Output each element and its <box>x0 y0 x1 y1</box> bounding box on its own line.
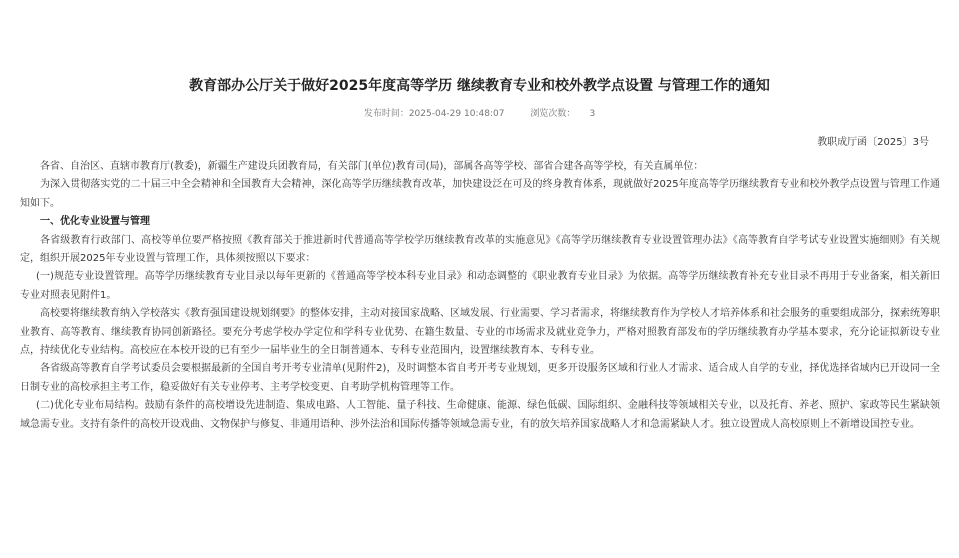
intro-paragraph: 为深入贯彻落实党的二十届三中全会精神和全国教育大会精神，深化高等学历继续教育改革，加快建设泛在可及的终身教育体系，现就做好2025年度高等学历继续教育专业和校外教学点设置与管理工作通知如下。 <box>20 179 940 209</box>
subsection-paragraph-2: (二)优化专业布局结构。鼓励有条件的高校增设先进制造、集成电路、人工智能、量子科技、生命健康、能源、绿色低碳、国际组织、金融科技等领域相关专业，以及托育、养老、照护、家政等民生紧缺领域急需专业。支持有条件的高校开设戏曲、文物保护与修复、非通用语种、涉外法治和国际传播等领域急需专业，有的放矢培养国家战略人才和急需紧缺人才。独立设置成人高校原则上不新增设国控专业。 <box>20 400 940 430</box>
body-paragraph: 各省级高等教育自学考试委员会要根据最新的全国自考开考专业清单(见附件2)，及时调整本省自考开考专业规划，更多开设服务区域和行业人才需求、适合成人自学的专业，择优选择省域内已开设同一全日制专业的高校承担主考工作，稳妥做好有关专业停考、主考学校变更、自考助学机构管理等工作。 <box>20 363 940 393</box>
body-paragraph: 高校要将继续教育纳入学校落实《教育强国建设规划纲要》的整体安排，主动对接国家战略、区域发展、行业需要、学习者需求，将继续教育作为学校人才培养体系和社会服务的重要组成部分，探索统筹职业教育、高等教育、继续教育协同创新路径。要充分考虑学校办学定位和学科专业优势、在籍生数量、专业的市场需求及就业竞争力，严格对照教育部发布的学历继续教育办学基本要求，充分论证拟新设专业点，持续优化专业结构。高校应在本校开设的已有至少一届毕业生的全日制普通本、专科专业范围内，设置继续教育本、专科专业。 <box>20 308 940 357</box>
publish-meta <box>0 108 959 120</box>
document-body <box>20 158 940 434</box>
views-count: 3 <box>589 109 596 119</box>
publish-time-value: 2025-04-29 10:48:07 <box>408 109 505 119</box>
views-label: 浏览次数： <box>530 109 576 119</box>
page-title: 教育部办公厅关于做好2025年度高等学历 继续教育专业和校外教学点设置 与管理工作的通知 <box>189 78 770 94</box>
document-number: 教职成厅函〔2025〕3号 <box>817 137 929 148</box>
publish-time-label: 发布时间： <box>363 109 409 119</box>
section-heading: 一、优化专业设置与管理 <box>40 216 150 228</box>
subsection-paragraph-1: (一)规范专业设置管理。高等学历继续教育专业目录以每年更新的《普通高等学校本科专业目录》和动态调整的《职业教育专业目录》为依据。高等学历继续教育补充专业目录不再用于专业备案，相关新旧专业对照表见附件1。 <box>20 271 940 301</box>
body-paragraph: 各省级教育行政部门、高校等单位要严格按照《教育部关于推进新时代普通高等学校学历继续教育改革的实施意见》《高等学历继续教育专业设置管理办法》《高等教育自学考试专业设置实施细则》有关规定，组织开展2025年专业设置与管理工作，具体须按照以下要求： <box>20 234 940 265</box>
salutation-paragraph: 各省、自治区、直辖市教育厅(教委)，新疆生产建设兵团教育局，有关部门(单位)教育司(局)，部属各高等学校、部省合建各高等学校，有关直属单位： <box>40 161 704 172</box>
